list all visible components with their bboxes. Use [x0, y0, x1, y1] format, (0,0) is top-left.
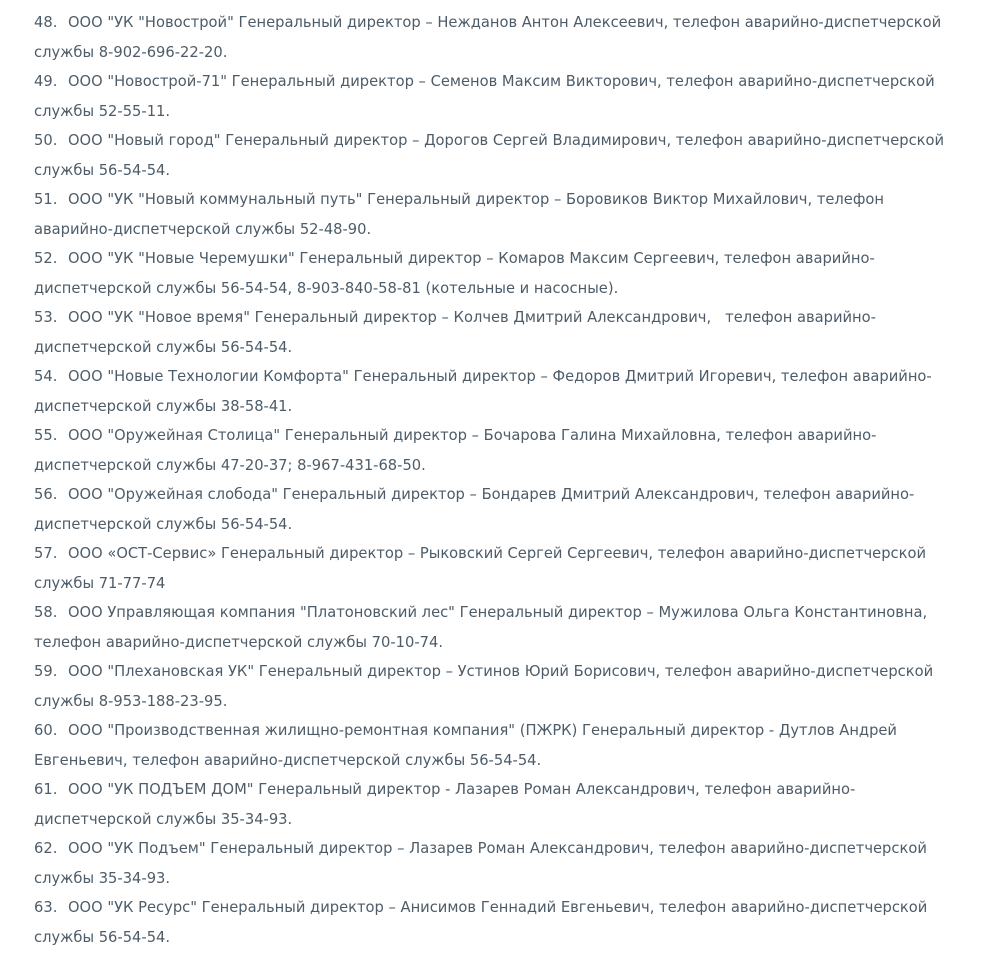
list-item-text: ООО "Новострой-71" Генеральный директор – Семенов Максим Викторович, телефон аварийно-диспетчерской службы 52-55-11.	[34, 73, 940, 120]
list-item	[34, 480, 954, 539]
list-item-text: ООО "УК "Новые Черемушки" Генеральный директор – Комаров Максим Сергеевич, телефон аварийно-диспетчерской службы 56-54-54, 8-903-840-58-81 (котельные и насосные).	[34, 250, 875, 297]
list-item	[34, 303, 954, 362]
list-item-number: 54.	[34, 368, 58, 385]
list-item-text: ООО "Новый город" Генеральный директор – Дорогов Сергей Владимирович, телефон аварийно-диспетчерской службы 56-54-54.	[34, 132, 949, 179]
list-item-number: 53.	[34, 309, 58, 326]
list-item	[34, 893, 954, 952]
list-item-text: ООО "УК "Новый коммунальный путь" Генеральный директор – Боровиков Виктор Михайлович, телефон аварийно-диспетчерской службы 52-48-90.	[34, 191, 889, 238]
list-item-number: 55.	[34, 427, 58, 444]
list-item	[34, 421, 954, 480]
list-item-text: ООО "Оружейная Столица" Генеральный директор – Бочарова Галина Михайловна, телефон аварийно-диспетчерской службы 47-20-37; 8-967-431-68-50.	[34, 427, 877, 474]
list-item-number: 58.	[34, 604, 58, 621]
list-item-number: 49.	[34, 73, 58, 90]
list-item	[34, 8, 954, 67]
list-item-text: ООО "УК "Новое время" Генеральный директор – Колчев Дмитрий Александрович, телефон аварийно-диспетчерской службы 56-54-54.	[34, 309, 876, 356]
list-item-number: 61.	[34, 781, 58, 798]
list-item	[34, 362, 954, 421]
list-item	[34, 244, 954, 303]
list-item-text: ООО "Оружейная слобода" Генеральный директор – Бондарев Дмитрий Александрович, телефон аварийно-диспетчерской службы 56-54-54.	[34, 486, 915, 533]
list-item-text: ООО "Производственная жилищно-ремонтная компания" (ПЖРК) Генеральный директор - Дутлов Андрей Евгеньевич, телефон аварийно-диспетчерской службы 56-54-54.	[34, 722, 902, 769]
list-item	[34, 126, 954, 185]
list-item	[34, 598, 954, 657]
list-item-number: 48.	[34, 14, 58, 31]
list-item	[34, 67, 954, 126]
list-item	[34, 657, 954, 716]
list-item-text: ООО "УК Ресурс" Генеральный директор – Анисимов Геннадий Евгеньевич, телефон аварийно-диспетчерской службы 56-54-54.	[34, 899, 932, 946]
list-item-text: ООО "Новые Технологии Комфорта" Генеральный директор – Федоров Дмитрий Игоревич, телефон аварийно-диспетчерской службы 38-58-41.	[34, 368, 932, 415]
list-item-number: 60.	[34, 722, 58, 739]
list-item-text: ООО "УК "Новострой" Генеральный директор – Нежданов Антон Алексеевич, телефон аварийно-диспетчерской службы 8-902-696-22-20.	[34, 14, 946, 61]
list-item-text: ООО "УК Подъем" Генеральный директор – Лазарев Роман Александрович, телефон аварийно-диспетчерской службы 35-34-93.	[34, 840, 932, 887]
list-item-number: 62.	[34, 840, 58, 857]
list-item-text: ООО «ОСТ-Сервис» Генеральный директор – Рыковский Сергей Сергеевич, телефон аварийно-диспетчерской службы 71-77-74	[34, 545, 931, 592]
list-item-number: 59.	[34, 663, 58, 680]
list-item	[34, 185, 954, 244]
list-item-number: 52.	[34, 250, 58, 267]
list-item-number: 51.	[34, 191, 58, 208]
list-item-number: 57.	[34, 545, 58, 562]
list-item-text: ООО Управляющая компания "Платоновский лес" Генеральный директор – Мужилова Ольга Константиновна, телефон аварийно-диспетчерской службы 70-10-74.	[34, 604, 932, 651]
list-item	[34, 775, 954, 834]
list-item	[34, 539, 954, 598]
list-item-number: 50.	[34, 132, 58, 149]
list-item-number: 56.	[34, 486, 58, 503]
list-item-text: ООО "УК ПОДЪЕМ ДОМ" Генеральный директор - Лазарев Роман Александрович, телефон аварийно-диспетчерской службы 35-34-93.	[34, 781, 856, 828]
list-item-number: 63.	[34, 899, 58, 916]
list-item-text: ООО "Плехановская УК" Генеральный директор – Устинов Юрий Борисович, телефон аварийно-диспетчерской службы 8-953-188-23-95.	[34, 663, 938, 710]
list-item	[34, 834, 954, 893]
list-item	[34, 716, 954, 775]
